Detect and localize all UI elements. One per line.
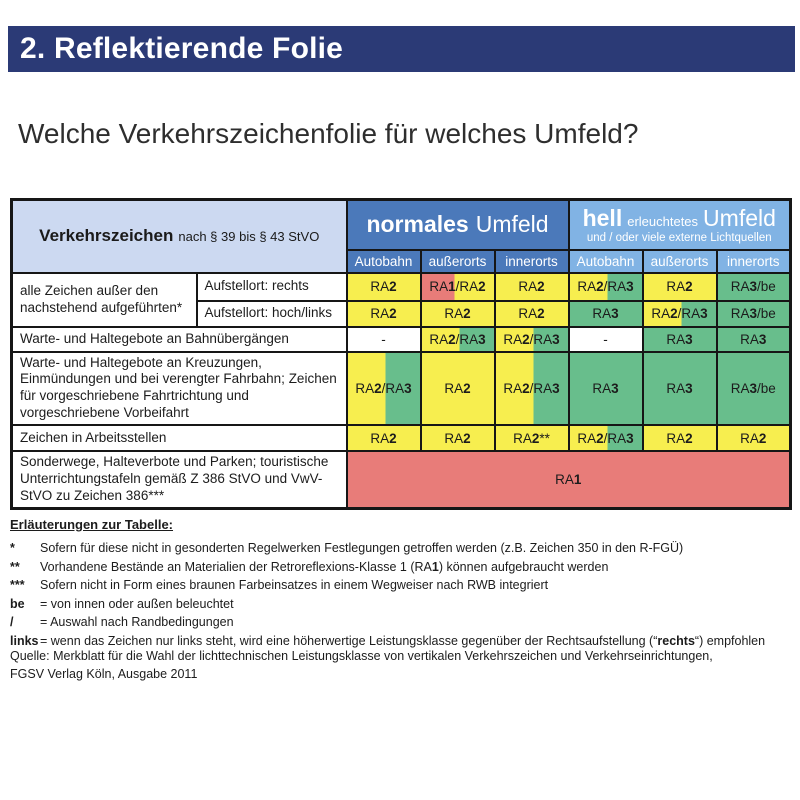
value-cell: RA2** bbox=[495, 425, 569, 451]
group-header-hell-subline: und / oder viele externe Lichtquellen bbox=[586, 231, 772, 244]
value-cell: RA2 bbox=[347, 301, 421, 327]
classification-table bbox=[10, 198, 792, 510]
source-citation bbox=[10, 648, 713, 683]
row-label: alle Zeichen außer den nachstehend aufgeführten* bbox=[12, 273, 197, 327]
row-label: Zeichen in Arbeitsstellen bbox=[12, 425, 347, 451]
value-cell: RA2/RA3 bbox=[643, 301, 717, 327]
legend-item bbox=[10, 595, 792, 614]
table-row bbox=[12, 352, 791, 426]
table-row bbox=[12, 327, 791, 352]
value-cell: RA2 bbox=[421, 352, 495, 426]
group-header-hell-rest: Umfeld bbox=[703, 204, 776, 231]
row-sublabel: Aufstellort: hoch/links bbox=[197, 301, 347, 327]
value-cell: RA2 bbox=[495, 273, 569, 301]
value-cell: RA1 bbox=[347, 451, 791, 508]
value-cell: RA2/RA3 bbox=[347, 352, 421, 426]
col-header-ausserorts-hell: außerorts bbox=[643, 250, 717, 273]
value-cell: RA3 bbox=[643, 352, 717, 426]
legend-text: = wenn das Zeichen nur links steht, wird eine höherwertige Leistungsklasse gegenüber der Rechtsaufstellung (“rechts“) empfohlen bbox=[40, 633, 766, 648]
legend-marker: * bbox=[10, 541, 15, 555]
page-title: Welche Verkehrszeichenfolie für welches Umfeld? bbox=[18, 118, 639, 149]
corner-header-subtitle: nach § 39 bis § 43 StVO bbox=[178, 229, 320, 245]
legend-item bbox=[10, 576, 792, 595]
group-header-hell-mid: erleuchtetes bbox=[627, 213, 699, 229]
legend-text: Vorhandene Bestände an Materialien der Retroreflexions-Klasse 1 (RA1) können aufgebraucht werden bbox=[40, 559, 609, 574]
table-row bbox=[12, 425, 791, 451]
row-label: Warte- und Haltegebote an Kreuzungen, Einmündungen und bei verengter Fahrbahn; Zeichen für vorgeschriebene Fahrtrichtung und vorgeschriebene Vorbeifahrt bbox=[12, 352, 347, 426]
section-banner bbox=[8, 26, 795, 72]
value-cell: RA2 bbox=[717, 425, 791, 451]
legend bbox=[10, 517, 792, 650]
value-cell: RA2 bbox=[347, 273, 421, 301]
value-cell: - bbox=[569, 327, 643, 352]
legend-marker: *** bbox=[10, 578, 25, 592]
legend-text: Sofern nicht in Form eines braunen Farbeinsatzes in einem Wegweiser nach RWB integriert bbox=[40, 578, 549, 592]
value-cell: RA2 bbox=[643, 425, 717, 451]
value-cell: RA2/RA3 bbox=[495, 327, 569, 352]
legend-item bbox=[10, 613, 792, 632]
row-sublabel: Aufstellort: rechts bbox=[197, 273, 347, 301]
value-cell: RA2 bbox=[347, 425, 421, 451]
value-cell: RA3 bbox=[717, 327, 791, 352]
value-cell: - bbox=[347, 327, 421, 352]
col-header-innerorts-normal: innerorts bbox=[495, 250, 569, 273]
value-cell: RA2 bbox=[495, 301, 569, 327]
legend-marker: / bbox=[10, 615, 14, 629]
value-cell: RA3/be bbox=[717, 273, 791, 301]
legend-marker: ** bbox=[10, 559, 20, 574]
value-cell: RA3 bbox=[569, 301, 643, 327]
col-header-autobahn-normal: Autobahn bbox=[347, 250, 421, 273]
verkehrszeichen-table bbox=[10, 198, 792, 510]
group-header-hell-line1 bbox=[570, 205, 790, 232]
value-cell: RA2/RA3 bbox=[421, 327, 495, 352]
legend-item bbox=[10, 558, 792, 577]
value-cell: RA3/be bbox=[717, 301, 791, 327]
row-label: Sonderwege, Halteverbote und Parken; touristische Unterrichtungstafeln gemäß Z 386 StVO und VwV-StVO zu Zeichen 386*** bbox=[12, 451, 347, 508]
legend-item bbox=[10, 539, 792, 558]
value-cell: RA2/RA3 bbox=[495, 352, 569, 426]
group-header-normales-umfeld bbox=[347, 200, 569, 250]
legend-marker: be bbox=[10, 596, 25, 611]
legend-text: = von innen oder außen beleuchtet bbox=[40, 596, 234, 611]
value-cell: RA2 bbox=[421, 425, 495, 451]
source-line-1: Quelle: Merkblatt für die Wahl der lichttechnischen Leistungsklasse von vertikalen Verkehrszeichen und Verkehrseinrichtungen, bbox=[10, 649, 713, 663]
table-row bbox=[12, 273, 791, 301]
value-cell: RA2/RA3 bbox=[569, 425, 643, 451]
table-row bbox=[12, 451, 791, 508]
table-header-row bbox=[12, 200, 791, 250]
value-cell: RA2/RA3 bbox=[569, 273, 643, 301]
legend-heading: Erläuterungen zur Tabelle: bbox=[10, 517, 174, 532]
legend-text: = Auswahl nach Randbedingungen bbox=[40, 615, 234, 629]
corner-header bbox=[12, 200, 347, 273]
col-header-autobahn-hell: Autobahn bbox=[569, 250, 643, 273]
group-header-hell-umfeld bbox=[569, 200, 791, 250]
source-line-2: FGSV Verlag Köln, Ausgabe 2011 bbox=[10, 666, 198, 681]
row-label: Warte- und Haltegebote an Bahnübergängen bbox=[12, 327, 347, 352]
value-cell: RA3 bbox=[569, 352, 643, 426]
col-header-innerorts-hell: innerorts bbox=[717, 250, 791, 273]
legend-text: Sofern für diese nicht in gesonderten Regelwerken Festlegungen getroffen werden (z.B. Zeichen 350 in den R-FGÜ) bbox=[40, 541, 684, 555]
legend-items bbox=[10, 539, 792, 650]
section-banner-title: 2. Reflektierende Folie bbox=[20, 32, 344, 65]
corner-header-title: Verkehrszeichen bbox=[39, 226, 174, 246]
value-cell: RA2 bbox=[643, 273, 717, 301]
group-header-normales-rest: Umfeld bbox=[475, 211, 549, 238]
col-header-ausserorts-normal: außerorts bbox=[421, 250, 495, 273]
group-header-hell-bold: hell bbox=[582, 204, 623, 231]
value-cell: RA3 bbox=[643, 327, 717, 352]
value-cell: RA1/RA2 bbox=[421, 273, 495, 301]
legend-marker: links bbox=[10, 633, 39, 648]
value-cell: RA3/be bbox=[717, 352, 791, 426]
value-cell: RA2 bbox=[421, 301, 495, 327]
group-header-normales-bold: normales bbox=[366, 211, 469, 238]
